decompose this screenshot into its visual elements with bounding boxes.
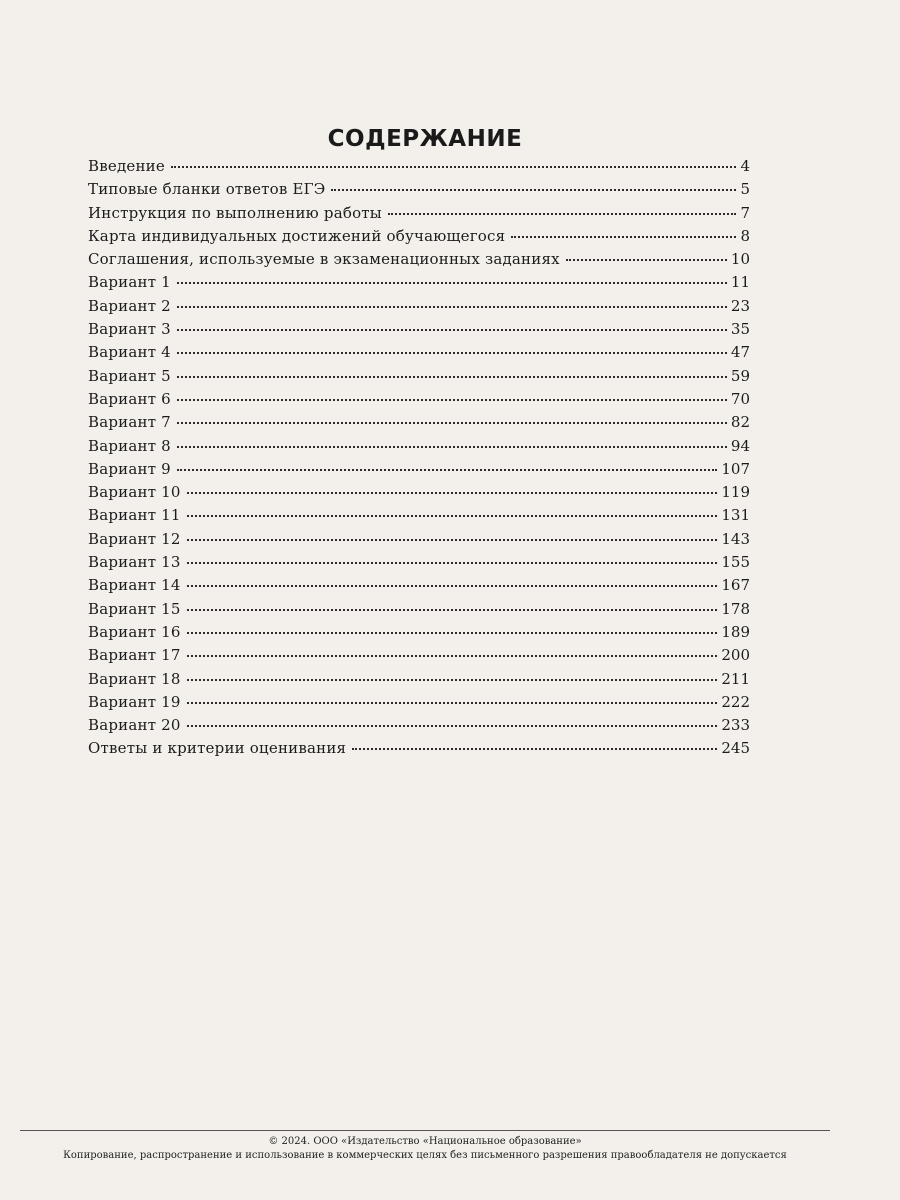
toc-leader-dots bbox=[187, 584, 718, 587]
toc-leader-dots bbox=[187, 631, 718, 634]
toc-entry bbox=[88, 318, 750, 341]
toc-entry bbox=[88, 481, 750, 504]
toc-entry-label: Вариант 20 bbox=[88, 716, 181, 735]
toc-entry-label: Карта индивидуальных достижений обучающегося bbox=[88, 226, 506, 245]
toc-entry-label: Вариант 7 bbox=[88, 413, 171, 432]
toc-entry-label: Вариант 4 bbox=[88, 343, 171, 362]
toc-entry-page: 167 bbox=[721, 576, 750, 595]
toc-leader-dots bbox=[187, 654, 718, 657]
toc-entry bbox=[88, 458, 750, 481]
toc-leader-dots bbox=[187, 491, 718, 494]
toc-entry bbox=[88, 271, 750, 294]
toc-entry bbox=[88, 504, 750, 527]
toc-entry-page: 245 bbox=[721, 739, 750, 758]
toc-leader-dots bbox=[187, 538, 718, 541]
toc-entry-page: 94 bbox=[730, 436, 750, 455]
toc-entry-label: Вариант 5 bbox=[88, 366, 171, 385]
toc-entry-label: Типовые бланки ответов ЕГЭ bbox=[88, 180, 326, 199]
toc-entry-page: 11 bbox=[730, 273, 750, 292]
toc-entry-page: 23 bbox=[730, 296, 750, 315]
toc-entry-page: 233 bbox=[721, 716, 750, 735]
toc-leader-dots bbox=[331, 188, 736, 191]
toc-entry bbox=[88, 528, 750, 551]
toc-entry bbox=[88, 411, 750, 434]
toc-leader-dots bbox=[187, 561, 718, 564]
toc-leader-dots bbox=[177, 398, 727, 401]
toc-entry bbox=[88, 621, 750, 644]
toc-entry-page: 178 bbox=[721, 599, 750, 618]
toc-leader-dots bbox=[187, 701, 718, 704]
toc-leader-dots bbox=[187, 724, 718, 727]
toc-entry-label: Вариант 19 bbox=[88, 692, 181, 711]
toc-entry-page: 59 bbox=[730, 366, 750, 385]
toc-entry-page: 7 bbox=[740, 203, 750, 222]
toc-entry bbox=[88, 644, 750, 667]
toc-leader-dots bbox=[177, 445, 727, 448]
toc-entry bbox=[88, 155, 750, 178]
toc-leader-dots bbox=[511, 235, 736, 238]
toc-entry-page: 47 bbox=[730, 343, 750, 362]
footer-copyright: © 2024. ООО «Издательство «Национальное образование» bbox=[268, 1136, 582, 1147]
toc-entry bbox=[88, 737, 750, 760]
toc-entry bbox=[88, 691, 750, 714]
toc-entry-label: Ответы и критерии оценивания bbox=[88, 739, 347, 758]
toc-leader-dots bbox=[177, 468, 717, 471]
toc-entry-label: Вариант 8 bbox=[88, 436, 171, 455]
toc-entry bbox=[88, 668, 750, 691]
toc-entry bbox=[88, 388, 750, 411]
toc-entry-page: 131 bbox=[721, 506, 750, 525]
toc-entry-page: 200 bbox=[721, 646, 750, 665]
footer-divider bbox=[20, 1130, 830, 1131]
toc-entry-label: Соглашения, используемые в экзаменационных заданиях bbox=[88, 250, 560, 269]
toc-leader-dots bbox=[187, 678, 718, 681]
toc-entry bbox=[88, 178, 750, 201]
toc-entry-page: 10 bbox=[730, 250, 750, 269]
toc-entry-label: Инструкция по выполнению работы bbox=[88, 203, 382, 222]
toc-entry bbox=[88, 365, 750, 388]
toc-entry-label: Вариант 1 bbox=[88, 273, 171, 292]
toc-entry bbox=[88, 202, 750, 225]
toc-entry-label: Вариант 2 bbox=[88, 296, 171, 315]
toc-leader-dots bbox=[177, 305, 727, 308]
toc-leader-dots bbox=[177, 375, 727, 378]
footer bbox=[20, 1135, 830, 1163]
toc-entry-page: 211 bbox=[721, 669, 750, 688]
toc-entry-label: Вариант 18 bbox=[88, 669, 181, 688]
toc-entry bbox=[88, 341, 750, 364]
toc-entry-page: 107 bbox=[721, 459, 750, 478]
toc-leader-dots bbox=[177, 328, 727, 331]
toc-leader-dots bbox=[177, 351, 727, 354]
toc-entry-label: Вариант 11 bbox=[88, 506, 181, 525]
toc-entry-page: 189 bbox=[721, 622, 750, 641]
toc-entry-page: 8 bbox=[740, 226, 750, 245]
toc-entry-label: Вариант 13 bbox=[88, 553, 181, 572]
toc-leader-dots bbox=[352, 747, 717, 750]
table-of-contents bbox=[88, 155, 750, 761]
toc-entry bbox=[88, 714, 750, 737]
toc-entry-page: 70 bbox=[730, 389, 750, 408]
toc-entry-page: 5 bbox=[740, 180, 750, 199]
page-title: СОДЕРЖАНИЕ bbox=[327, 126, 523, 153]
footer-notice: Копирование, распространение и использование в коммерческих целях без письменного разрешения правообладателя не допускается bbox=[63, 1150, 787, 1161]
toc-entry bbox=[88, 574, 750, 597]
toc-entry-label: Вариант 14 bbox=[88, 576, 181, 595]
toc-entry-page: 82 bbox=[730, 413, 750, 432]
toc-leader-dots bbox=[177, 421, 727, 424]
toc-entry-label: Вариант 3 bbox=[88, 320, 171, 339]
toc-entry-label: Вариант 16 bbox=[88, 622, 181, 641]
toc-entry-label: Вариант 10 bbox=[88, 483, 181, 502]
toc-entry-label: Вариант 9 bbox=[88, 459, 171, 478]
toc-entry-label: Вариант 17 bbox=[88, 646, 181, 665]
toc-entry bbox=[88, 598, 750, 621]
toc-entry-page: 35 bbox=[730, 320, 750, 339]
toc-entry-page: 143 bbox=[721, 529, 750, 548]
toc-entry-label: Введение bbox=[88, 157, 165, 175]
toc-leader-dots bbox=[388, 212, 737, 215]
toc-entry bbox=[88, 551, 750, 574]
toc-entry bbox=[88, 225, 750, 248]
toc-entry-label: Вариант 12 bbox=[88, 529, 181, 548]
toc-leader-dots bbox=[187, 514, 718, 517]
toc-leader-dots bbox=[187, 608, 718, 611]
toc-leader-dots bbox=[171, 165, 737, 168]
toc-entry-page: 4 bbox=[740, 157, 750, 175]
toc-entry-page: 119 bbox=[721, 483, 750, 502]
toc-entry bbox=[88, 248, 750, 271]
toc-entry-label: Вариант 15 bbox=[88, 599, 181, 618]
toc-entry bbox=[88, 435, 750, 458]
toc-leader-dots bbox=[566, 258, 727, 261]
toc-entry bbox=[88, 295, 750, 318]
toc-entry-label: Вариант 6 bbox=[88, 389, 171, 408]
toc-leader-dots bbox=[177, 281, 727, 284]
toc-entry-page: 222 bbox=[721, 692, 750, 711]
toc-entry-page: 155 bbox=[721, 553, 750, 572]
